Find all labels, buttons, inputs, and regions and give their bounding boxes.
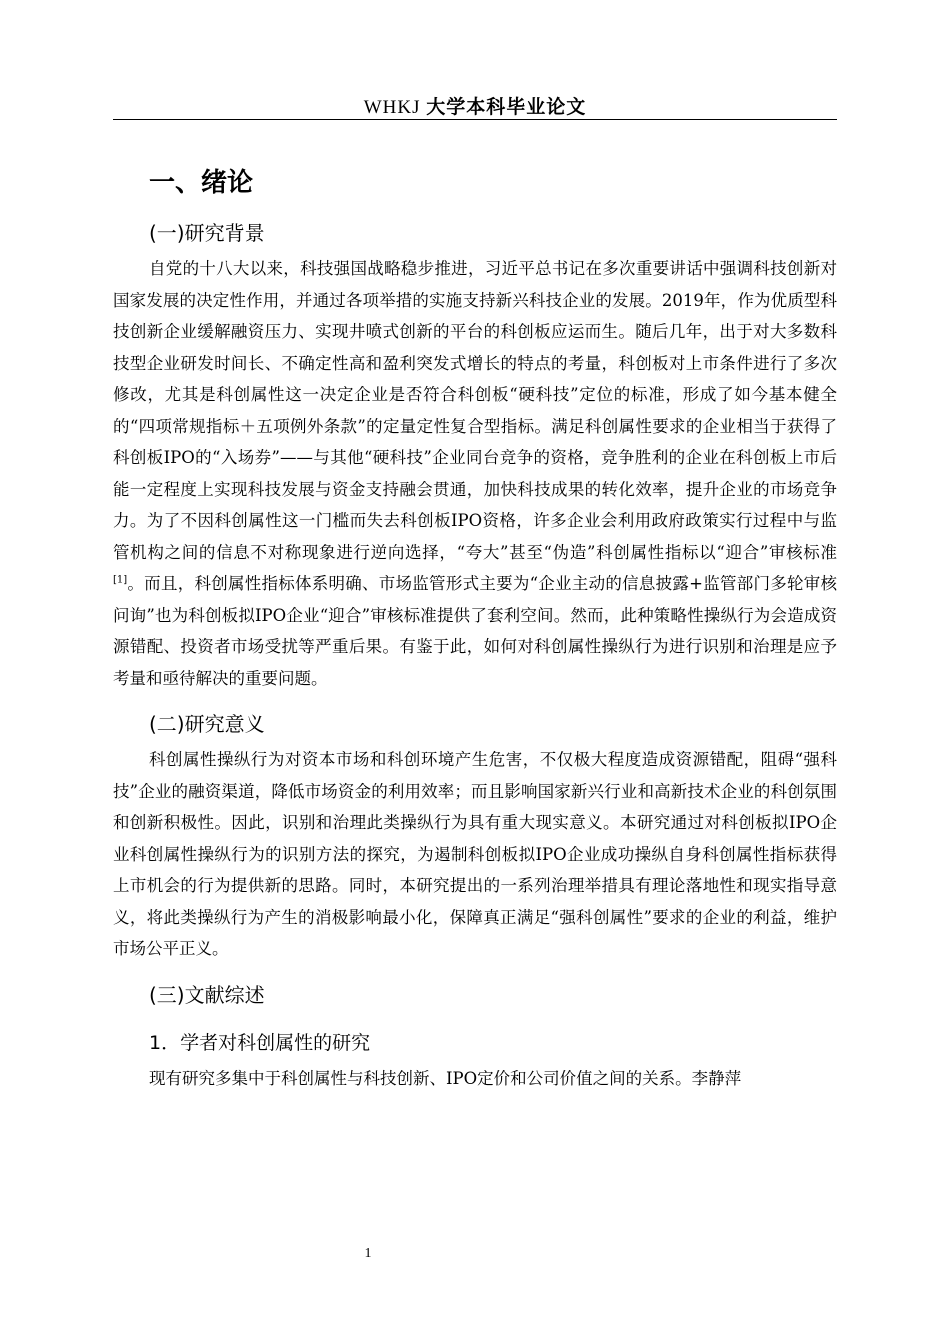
paragraph-background-part2: 。而且，科创属性指标体系明确、市场监管形式主要为“企业主动的信息披露+监管部门多轮审核问询”也为科创板拟IPO企业“迎合”审核标准提供了套利空间。然而，此种策略性操纵行为会造成资源错配、投资者市场受扰等严重后果。有鉴于此，如何对科创属性操纵行为进行识别和治理是应予考量和亟待解决的重要问题。 — [113, 574, 837, 688]
citation-marker: [1] — [113, 574, 128, 586]
chapter-title: 一、绪论 — [149, 168, 254, 198]
section-heading-significance: (二)研究意义 — [149, 712, 265, 736]
paragraph-background-part1: 自党的十八大以来，科技强国战略稳步推进，习近平总书记在多次重要讲话中强调科技创新对国家发展的决定性作用，并通过各项举措的实施支持新兴科技企业的发展。2019年，作为优质型科技创新企业缓解融资压力、实现井喷式创新的平台的科创板应运而生。随后几年，出于对大多数科技型企业研发时间长、不确定性高和盈利突发式增长的特点的考量，科创板对上市条件进行了多次修改，尤其是科创属性这一决定企业是否符合科创板“硬科技”定位的标准，形成了如今基本健全的“四项常规指标＋五项例外条款”的定量定性复合型指标。满足科创属性要求的企业相当于获得了科创板IPO的“入场券”——与其他“硬科技”企业同台竞争的资格，竞争胜利的企业在科创板上市后能一定程度上实现科技发展与资金支持融会贯通，加快科技成果的转化效率，提升企业的市场竞争力。为了不因科创属性这一门槛而失去科创板IPO资格，许多企业会利用政府政策实行过程中与监管机构之间的信息不对称现象进行逆向选择，“夸大”甚至“伪造”科创属性指标以“迎合”审核标准 — [113, 259, 837, 562]
main-content — [113, 163, 837, 1094]
header-rule — [113, 119, 837, 120]
running-header — [113, 94, 837, 120]
header-title: 大学本科毕业论文 — [426, 96, 587, 118]
paragraph-literature: 现有研究多集中于科创属性与科技创新、IPO定价和公司价值之间的关系。李静萍 — [149, 1068, 742, 1088]
subsection-heading-scholars: 1．学者对科创属性的研究 — [149, 1031, 371, 1054]
section-heading-literature: (三)文献综述 — [149, 982, 265, 1007]
header-prefix: WHKJ — [363, 97, 427, 118]
paragraph-significance: 科创属性操纵行为对资本市场和科创环境产生危害，不仅极大程度造成资源错配，阻碍“强科技”企业的融资渠道，降低市场资金的利用效率；而且影响国家新兴行业和高新技术企业的科创氛围和创新积极性。因此，识别和治理此类操纵行为具有重大现实意义。本研究通过对科创板拟IPO企业科创属性操纵行为的识别方法的探究，为遏制科创板拟IPO企业成功操纵自身科创属性指标获得上市机会的行为提供新的思路。同时，本研究提出的一系列治理举措具有理论落地性和现实指导意义，将此类操纵行为产生的消极影响最小化，保障真正满足“强科创属性”要求的企业的利益，维护市场公平正义。 — [113, 750, 837, 958]
section-heading-background: (一)研究背景 — [149, 221, 265, 245]
paragraph-background — [113, 253, 837, 694]
page-number: 1 — [364, 1246, 372, 1261]
